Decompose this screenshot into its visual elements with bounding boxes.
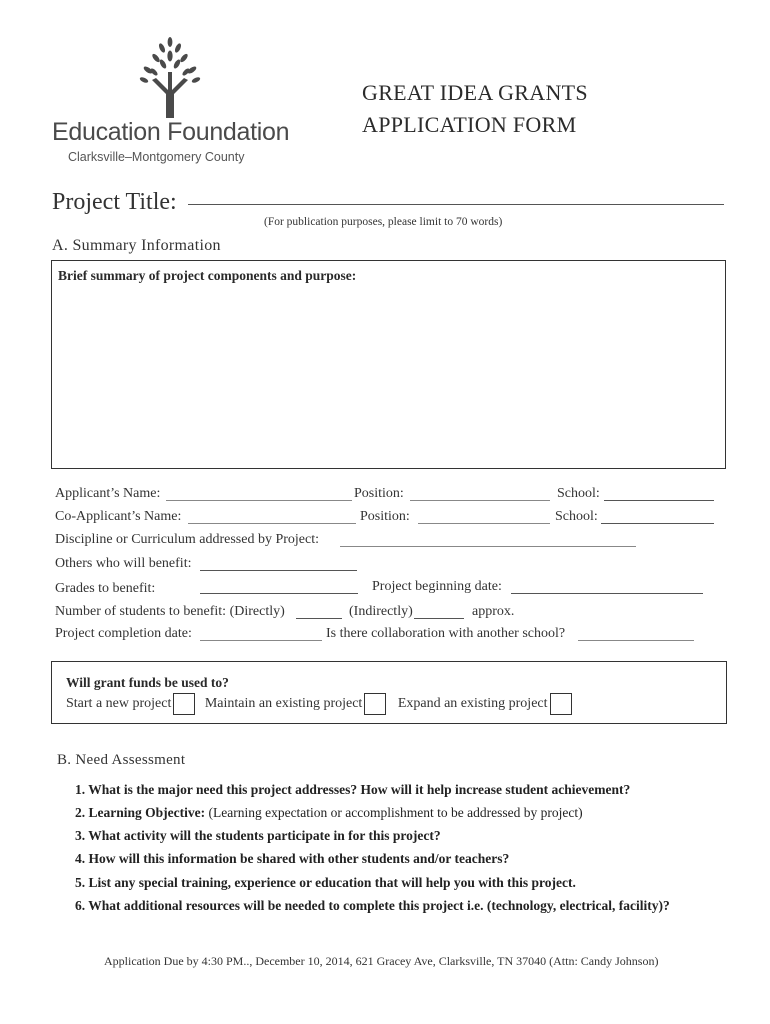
- discipline-label: Discipline or Curriculum addressed by Project:: [55, 532, 319, 547]
- co-position-field[interactable]: [418, 523, 550, 524]
- co-applicant-name-field[interactable]: [188, 523, 356, 524]
- form-title-line1: GREAT IDEA GRANTS: [362, 80, 588, 105]
- project-title-field[interactable]: [188, 204, 724, 205]
- approx-label: approx.: [472, 604, 515, 619]
- logo-name: Education Foundation: [52, 118, 290, 146]
- grades-field[interactable]: [200, 593, 358, 594]
- question-2-bold: 2. Learning Objective:: [75, 805, 206, 820]
- grant-use-options: [66, 693, 572, 715]
- question-1-text: 1. What is the major need this project addresses? How will it help increase student achievement?: [75, 782, 631, 797]
- grant-use-box: [51, 661, 727, 724]
- start-new-project-label: Start a new project: [66, 696, 172, 712]
- indirectly-label: (Indirectly): [349, 604, 413, 619]
- summary-box[interactable]: [51, 260, 726, 469]
- indirectly-field[interactable]: [414, 618, 464, 619]
- applicant-name-field[interactable]: [166, 500, 352, 501]
- question-2: [75, 805, 583, 821]
- co-position-label: Position:: [360, 509, 410, 524]
- applicant-name-label: Applicant’s Name:: [55, 486, 161, 501]
- question-3-text: 3. What activity will the students participate in for this project?: [75, 828, 441, 843]
- question-6-text: 6. What additional resources will be needed to complete this project i.e. (technology, electrical, facility)?: [75, 898, 670, 913]
- school-label: School:: [557, 486, 600, 501]
- summary-label: Brief summary of project components and purpose:: [58, 268, 357, 283]
- collaboration-label: Is there collaboration with another school?: [326, 626, 566, 641]
- tree-icon: [138, 36, 202, 118]
- question-4: [75, 851, 509, 867]
- start-new-project-checkbox[interactable]: [173, 693, 195, 715]
- grades-label: Grades to benefit:: [55, 581, 156, 596]
- expand-project-checkbox[interactable]: [550, 693, 572, 715]
- school-field[interactable]: [604, 500, 714, 501]
- project-title-label: Project Title:: [52, 189, 177, 215]
- position-label: Position:: [354, 486, 404, 501]
- position-field[interactable]: [410, 500, 550, 501]
- question-6: [75, 898, 670, 914]
- project-title-note: (For publication purposes, please limit to 70 words): [264, 216, 503, 228]
- question-3: [75, 828, 441, 844]
- section-a-heading: A. Summary Information: [52, 237, 221, 254]
- grant-use-question: Will grant funds be used to?: [66, 675, 229, 690]
- question-2-text: (Learning expectation or accomplishment to be addressed by project): [205, 805, 583, 820]
- beginning-date-field[interactable]: [511, 593, 703, 594]
- form-title-line2: APPLICATION FORM: [362, 112, 577, 137]
- question-4-text: 4. How will this information be shared with other students and/or teachers?: [75, 851, 510, 866]
- question-1: [75, 782, 630, 798]
- maintain-project-label: Maintain an existing project: [204, 696, 363, 712]
- footer-text: Application Due by 4:30 PM.., December 10, 2014, 621 Gracey Ave, Clarksville, TN 37040 (Attn: Candy Johnson): [104, 954, 659, 968]
- beginning-date-label: Project beginning date:: [372, 579, 502, 594]
- others-benefit-label: Others who will benefit:: [55, 556, 192, 571]
- maintain-project-checkbox[interactable]: [364, 693, 386, 715]
- co-applicant-name-label: Co-Applicant’s Name:: [55, 509, 182, 524]
- co-school-field[interactable]: [601, 523, 714, 524]
- logo-subtitle: Clarksville–Montgomery County: [68, 150, 245, 164]
- discipline-field[interactable]: [340, 546, 636, 547]
- question-5: [75, 875, 576, 891]
- others-benefit-field[interactable]: [200, 570, 357, 571]
- collaboration-field[interactable]: [578, 640, 694, 641]
- question-5-text: 5. List any special training, experience or education that will help you with this project.: [75, 875, 576, 890]
- section-b-heading: B. Need Assessment: [57, 752, 186, 768]
- co-school-label: School:: [555, 509, 598, 524]
- completion-date-label: Project completion date:: [55, 626, 192, 641]
- completion-date-field[interactable]: [200, 640, 322, 641]
- students-directly-label: Number of students to benefit: (Directly): [55, 604, 285, 619]
- expand-project-label: Expand an existing project: [397, 696, 548, 712]
- students-directly-field[interactable]: [296, 618, 342, 619]
